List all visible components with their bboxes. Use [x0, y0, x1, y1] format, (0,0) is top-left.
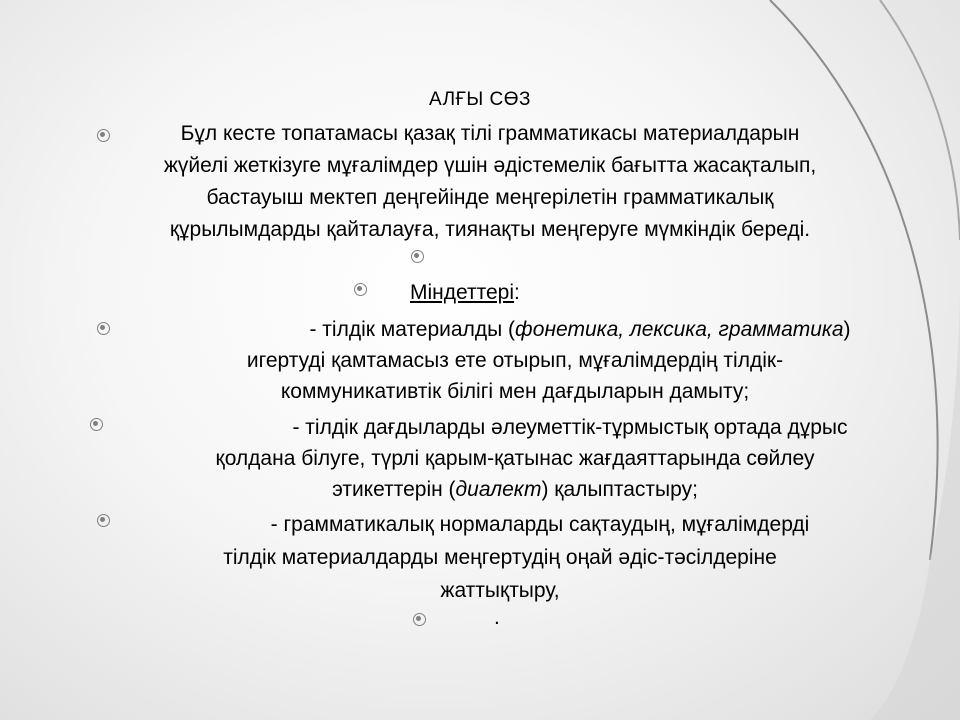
task-item-1-italic: фонетика, лексика, грамматика: [515, 318, 844, 341]
intro-paragraph: [80, 118, 900, 246]
bullet-icon: [411, 250, 424, 263]
bullet-icon: [413, 613, 426, 626]
intro-line-2: жүйелі жеткізуге мұғалімдер үшін әдістемелік бағытта жасақталып,: [163, 154, 817, 177]
final-dot: .: [494, 606, 500, 629]
task-item-1-text-end: ): [843, 318, 851, 341]
task-item-3: [100, 508, 900, 607]
intro-line-1: Бұл кесте топатамасы қазақ тілі грамматикасы материалдарын: [180, 122, 800, 145]
tasks-heading: [410, 277, 610, 308]
task-item-1-line-1: [100, 314, 930, 345]
slide-title: АЛҒЫ СӨЗ: [429, 89, 531, 110]
task-item-2-text-end: ) қалыптастыру;: [541, 478, 698, 501]
intro-line-4: құрылымдарды қайталауға, тиянақты меңгеруге мүмкіндік береді.: [169, 218, 811, 241]
task-item-1: [100, 314, 930, 407]
task-item-2-italic: диалект: [455, 478, 542, 501]
task-item-2-line-1: - тілдік дағдыларды әлеуметтік-тұрмыстық ортада дұрыс: [292, 416, 848, 439]
task-item-3-line-3: жаттықтыру,: [440, 579, 560, 602]
task-item-2-text: этикеттерін (: [332, 478, 456, 501]
task-item-1-text: - тілдік материалды (: [309, 318, 516, 341]
task-item-2-line-3: [100, 474, 930, 505]
intro-line-3: бастауыш мектеп деңгейінде меңгерілетін грамматикалық: [206, 186, 774, 209]
tasks-heading-colon: :: [514, 281, 520, 304]
task-item-2-line-2: қолдана білуге, түрлі қарым-қатынас жағдаяттарында сөйлеу: [215, 447, 815, 470]
task-item-2: [100, 412, 930, 505]
task-item-3-line-1: - грамматикалық нормаларды сақтаудың, мұғалімдерді: [270, 513, 810, 536]
task-item-1-line-3: коммуникативтік білігі мен дағдыларын дамыту;: [280, 380, 750, 403]
tasks-heading-label: Міндеттері: [410, 281, 515, 304]
task-item-3-line-2: тілдік материалдарды меңгертудің оңай әдіс-тәсілдеріне: [223, 546, 777, 569]
task-item-1-line-2: игертуді қамтамасыз ете отырып, мұғалімдердің тілдік-: [246, 349, 784, 372]
bullet-icon: [354, 283, 367, 296]
